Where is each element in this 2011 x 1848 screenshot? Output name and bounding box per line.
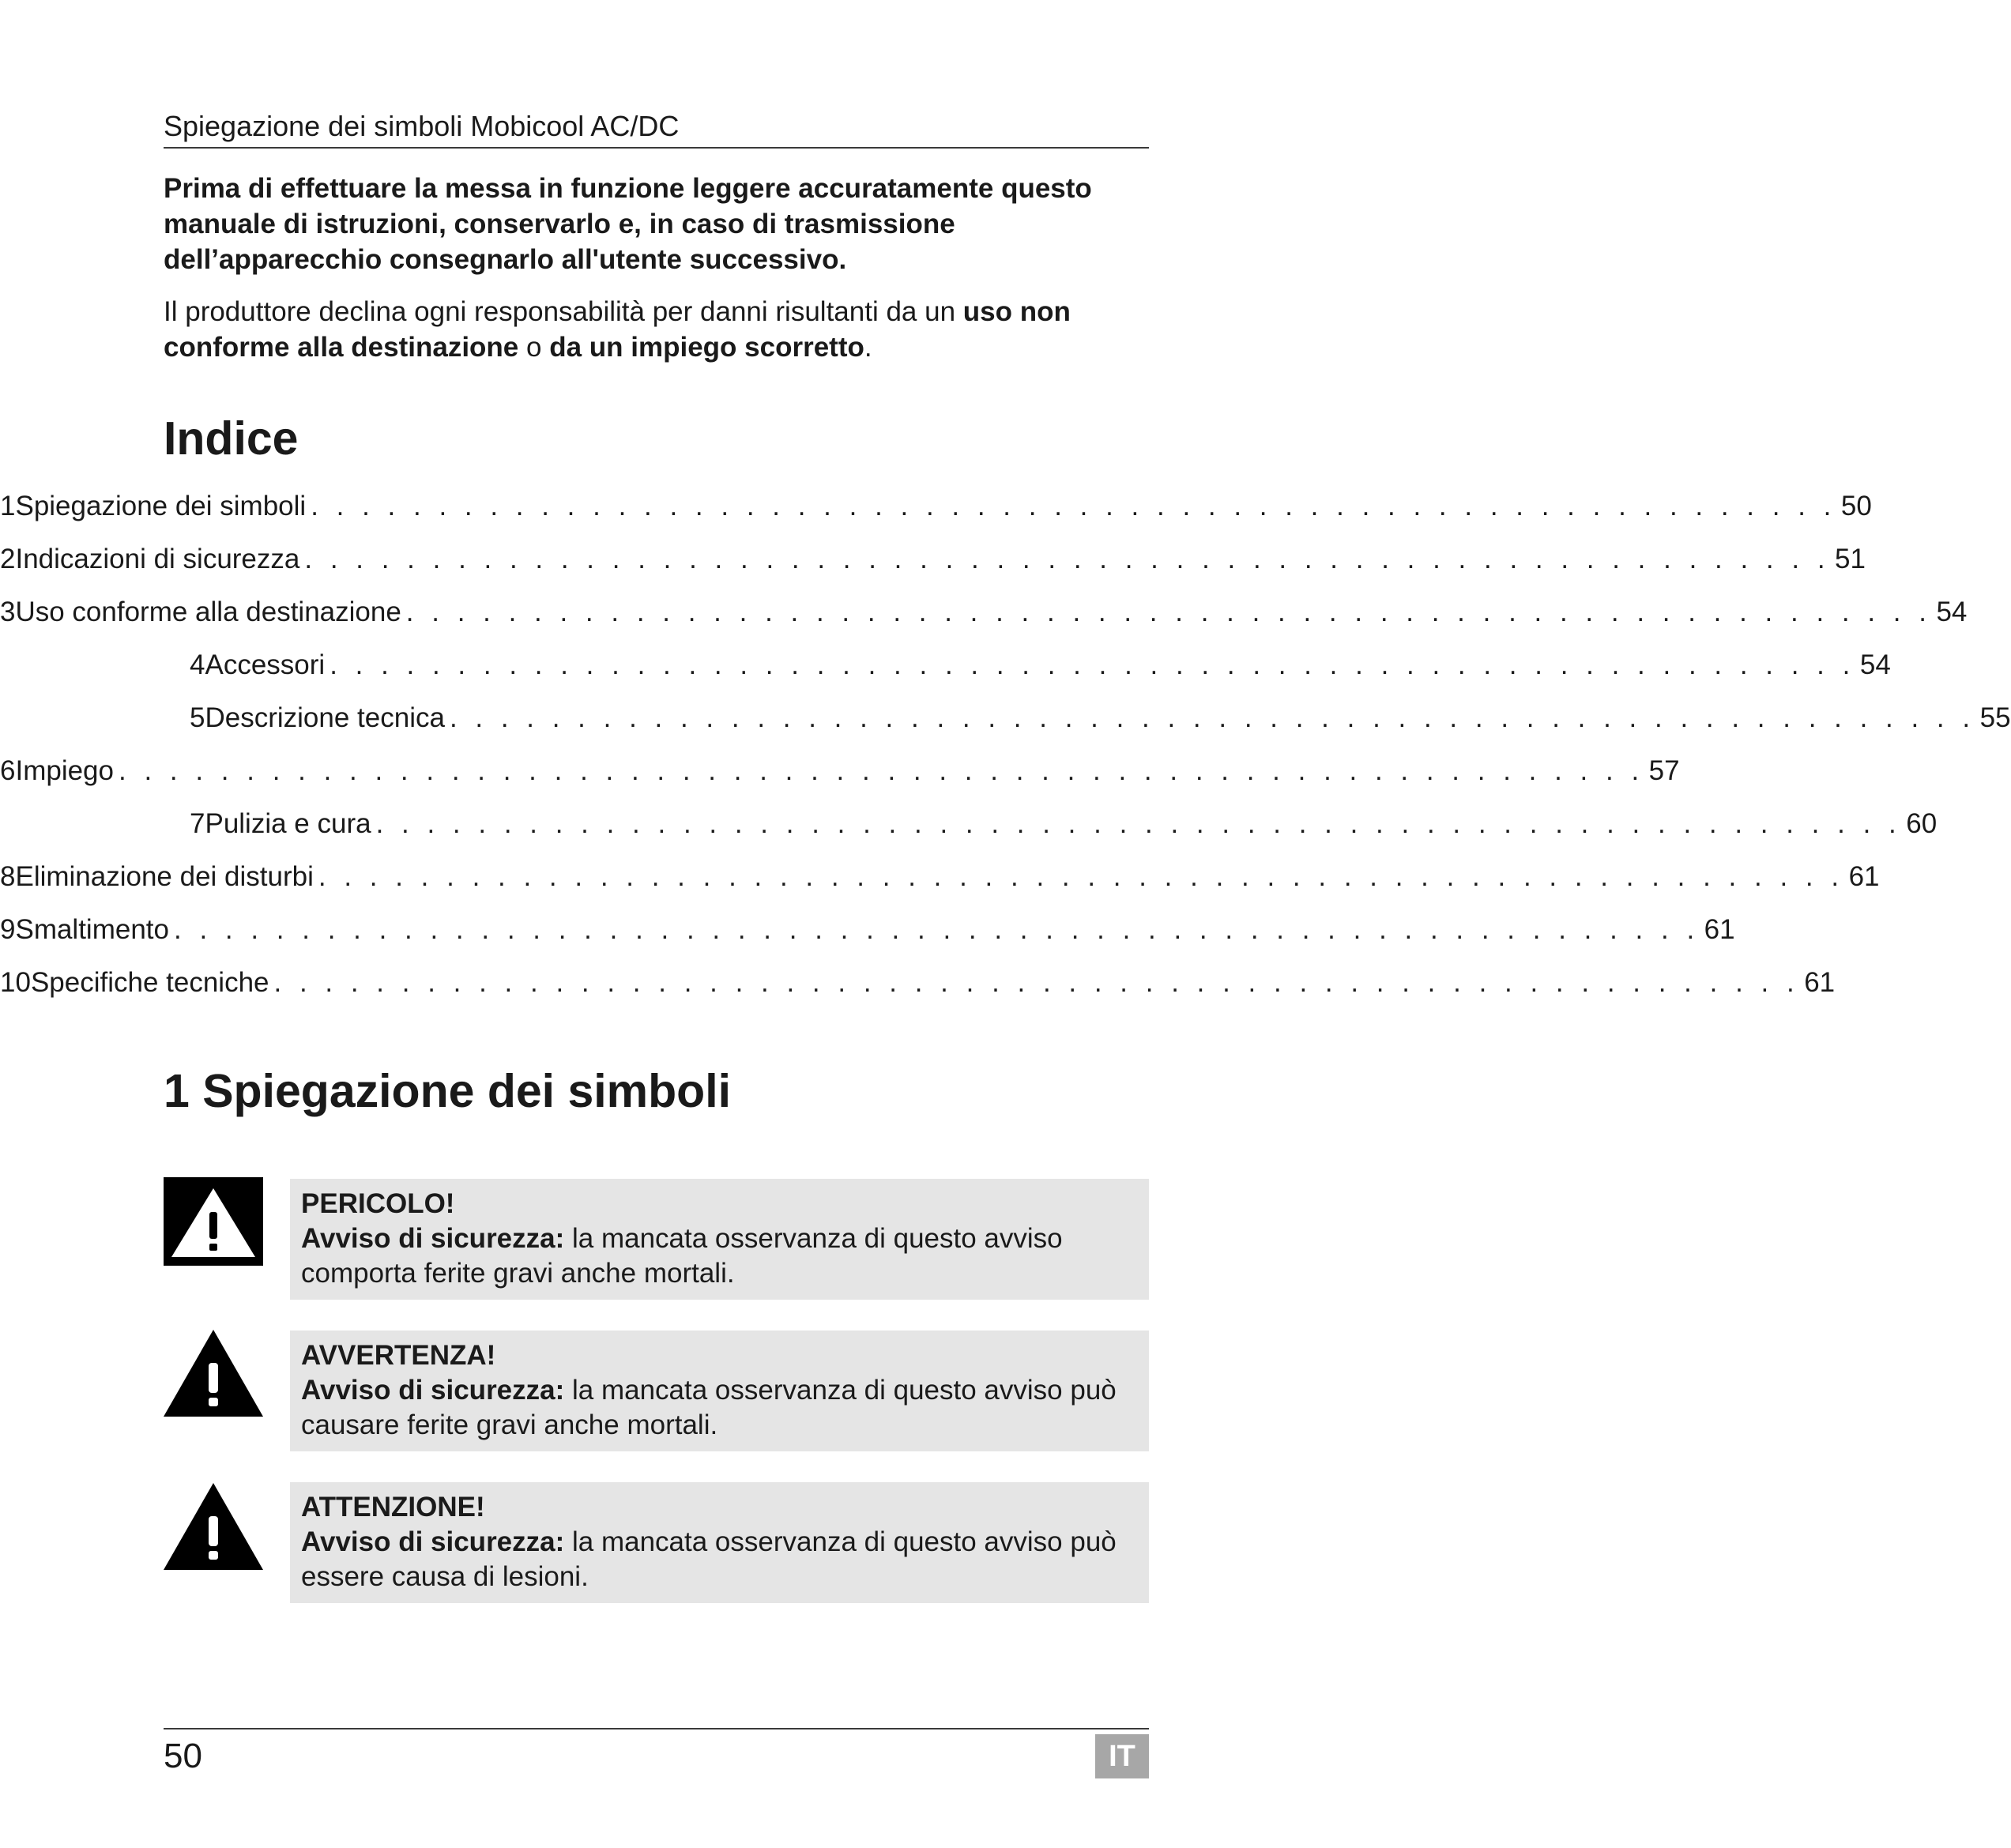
toc-item-descrizione-tecnica[interactable]: [0, 698, 2011, 738]
notice-text: la mancata osservanza di questo avviso può essere causa di lesioni.: [301, 1526, 1117, 1592]
toc-item-label: Eliminazione dei disturbi: [15, 861, 314, 892]
disclaimer-text: Il produttore declina ogni responsabilità per danni risultanti da un: [164, 296, 963, 327]
disclaimer-text: .: [864, 332, 872, 363]
toc-item-number: 2: [0, 544, 16, 574]
toc-item-number: 5: [190, 702, 205, 733]
toc-item-eliminazione-dei-disturbi[interactable]: [0, 857, 1880, 897]
disclaimer-paragraph: [164, 294, 1149, 365]
toc-item-pulizia-e-cura[interactable]: [0, 804, 1938, 844]
toc-item-number: 3: [0, 597, 16, 627]
toc-item-label: Accessori: [205, 649, 326, 680]
notice-heading: AVVERTENZA!: [301, 1340, 496, 1371]
toc-leader-dots: . . . . . . . . . . . . . . . . . . . . . . . . . . . . . . . . . . . . . . . . . . . . . . . . . . . . . . . . . . . .: [375, 808, 1902, 839]
toc-leader-dots: . . . . . . . . . . . . . . . . . . . . . . . . . . . . . . . . . . . . . . . . . . . . . . . . . . . . . . . . . . . .: [318, 861, 1844, 892]
toc-leader-dots: . . . . . . . . . . . . . . . . . . . . . . . . . . . . . . . . . . . . . . . . . . . . . . . . . . . . . . . . . . . .: [449, 702, 1975, 733]
toc-item-smaltimento[interactable]: [0, 910, 1735, 950]
notice-caution: [290, 1482, 1149, 1603]
toc-item-page: 60: [1906, 808, 1938, 839]
toc-item-label: Specifiche tecniche: [30, 967, 269, 998]
toc-item-page: 50: [1840, 491, 1872, 521]
toc-item-label: Smaltimento: [15, 914, 169, 945]
toc-leader-dots: . . . . . . . . . . . . . . . . . . . . . . . . . . . . . . . . . . . . . . . . . . . . . . . . . . . . . . . . . . . .: [119, 755, 1644, 786]
notice-warning: [290, 1330, 1149, 1451]
disclaimer-emphasis: uso non conforme alla destinazione: [164, 296, 1071, 363]
disclaimer-text: o: [518, 332, 550, 363]
caution-triangle-icon: [164, 1483, 263, 1570]
toc-item-page: 54: [1859, 649, 1891, 680]
toc-item-page: 61: [1848, 861, 1880, 892]
toc-item-page: 57: [1648, 755, 1680, 786]
toc-item-label: Spiegazione dei simboli: [15, 491, 307, 521]
footer-divider: [164, 1728, 1149, 1729]
toc-item-spiegazione-dei-simboli[interactable]: [0, 487, 1872, 526]
notice-lead: Avviso di sicurezza:: [301, 1223, 565, 1254]
toc-item-label: Impiego: [15, 755, 114, 786]
toc-title: Indice: [164, 412, 299, 465]
toc-item-page: 54: [1936, 597, 1968, 627]
page-number: 50: [164, 1737, 202, 1775]
warning-triangle-icon: [164, 1330, 263, 1417]
toc-item-page: 61: [1804, 967, 1836, 998]
toc-item-label: Uso conforme alla destinazione: [15, 597, 401, 627]
toc-item-label: Pulizia e cura: [205, 808, 371, 839]
toc-item-number: 7: [190, 808, 205, 839]
toc-item-number: 6: [0, 755, 16, 786]
toc-leader-dots: . . . . . . . . . . . . . . . . . . . . . . . . . . . . . . . . . . . . . . . . . . . . . . . . . . . . . . . . . . . .: [405, 597, 1932, 627]
toc-item-number: 10: [0, 967, 31, 998]
language-badge: IT: [1095, 1734, 1149, 1778]
toc-leader-dots: . . . . . . . . . . . . . . . . . . . . . . . . . . . . . . . . . . . . . . . . . . . . . . . . . . . . . . . . . . . .: [273, 967, 1800, 998]
toc-item-number: 8: [0, 861, 16, 892]
toc-item-impiego[interactable]: [0, 751, 1680, 791]
toc-item-page: 61: [1704, 914, 1735, 945]
toc-item-number: 4: [190, 649, 205, 680]
toc-item-page: 51: [1835, 544, 1866, 574]
toc-item-page: 55: [1979, 702, 2011, 733]
intro-paragraph: Prima di effettuare la messa in funzione leggere accuratamente questo manuale di istruzioni, conservarlo e, in caso di trasmissione dell’apparecchio consegnarlo all'utente successivo.: [164, 173, 1092, 275]
toc-item-label: Descrizione tecnica: [205, 702, 445, 733]
toc-leader-dots: . . . . . . . . . . . . . . . . . . . . . . . . . . . . . . . . . . . . . . . . . . . . . . . . . . . . . . . . . . . .: [304, 544, 1831, 574]
notice-heading: PERICOLO!: [301, 1188, 455, 1219]
toc-item-number: 1: [0, 491, 16, 521]
disclaimer-emphasis: da un impiego scorretto: [549, 332, 864, 363]
toc-item-uso-conforme[interactable]: [0, 593, 1968, 632]
danger-warning-icon: [164, 1177, 263, 1266]
toc-leader-dots: . . . . . . . . . . . . . . . . . . . . . . . . . . . . . . . . . . . . . . . . . . . . . . . . . . . . . . . . . . . .: [330, 649, 1855, 680]
notice-text: la mancata osservanza di questo avviso comporta ferite gravi anche mortali.: [301, 1223, 1063, 1289]
toc-item-specifiche-tecniche[interactable]: [0, 963, 1836, 1003]
notice-danger: [290, 1179, 1149, 1300]
toc-leader-dots: . . . . . . . . . . . . . . . . . . . . . . . . . . . . . . . . . . . . . . . . . . . . . . . . . . . . . . . . . . . .: [174, 914, 1700, 945]
toc-item-indicazioni-di-sicurezza[interactable]: [0, 540, 1866, 579]
notice-lead: Avviso di sicurezza:: [301, 1375, 565, 1406]
section-title: 1 Spiegazione dei simboli: [164, 1065, 731, 1117]
notice-text: la mancata osservanza di questo avviso può causare ferite gravi anche mortali.: [301, 1375, 1117, 1440]
toc-item-label: Indicazioni di sicurezza: [15, 544, 300, 574]
running-header: Spiegazione dei simboli Mobicool AC/DC: [164, 109, 1149, 149]
notice-heading: ATTENZIONE!: [301, 1492, 485, 1522]
toc-item-accessori[interactable]: [0, 645, 1891, 685]
notice-lead: Avviso di sicurezza:: [301, 1526, 565, 1557]
toc-item-number: 9: [0, 914, 16, 945]
toc-leader-dots: . . . . . . . . . . . . . . . . . . . . . . . . . . . . . . . . . . . . . . . . . . . . . . . . . . . . . . . . . . . .: [311, 491, 1836, 521]
